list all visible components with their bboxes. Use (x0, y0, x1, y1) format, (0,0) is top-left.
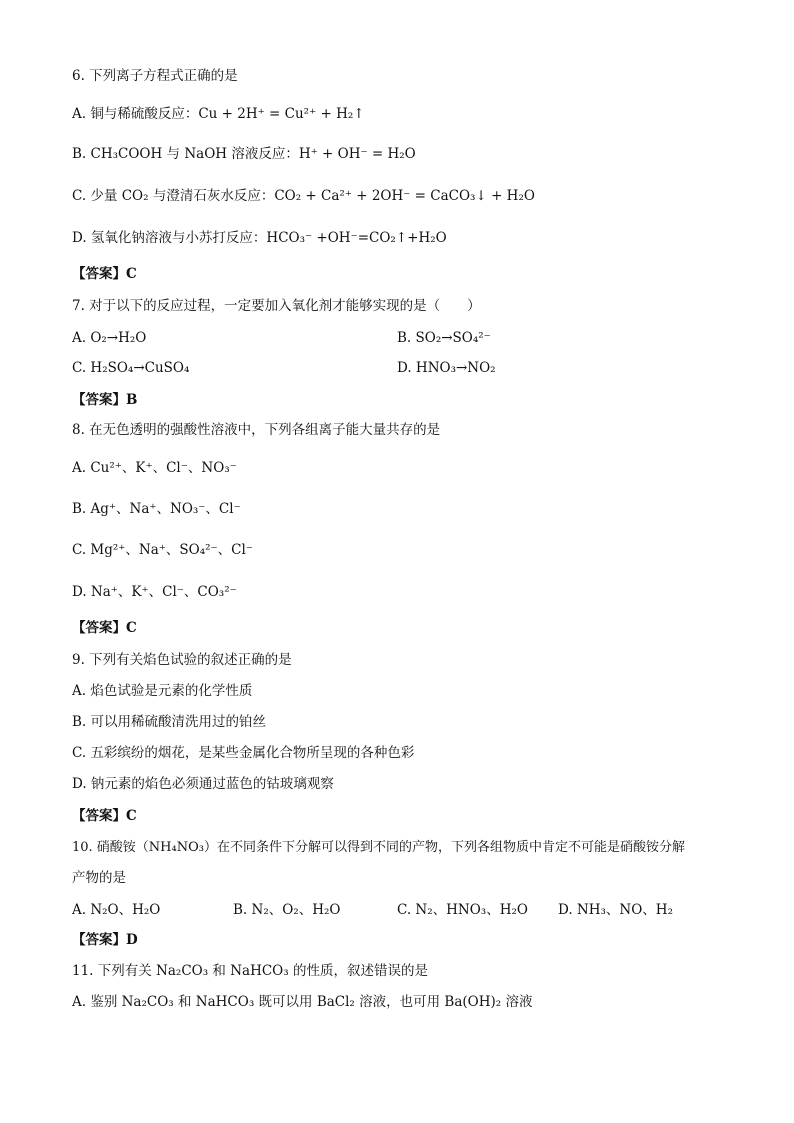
q10-stem-line1: 10. 硝酸铵（NH₄NO₃）在不同条件下分解可以得到不同的产物，下列各组物质中肯定不可能是硝酸铵分解 (72, 840, 685, 855)
q10-answer: 【答案】D (72, 932, 138, 948)
q7-option-a: A. O₂→H₂O (72, 330, 147, 346)
q6-option-b: B. CH₃COOH 与 NaOH 溶液反应：H⁺ + OH⁻ = H₂O (72, 146, 416, 162)
q8-option-c: C. Mg²⁺、Na⁺、SO₄²⁻、Cl⁻ (72, 542, 253, 558)
q8-stem: 8. 在无色透明的强酸性溶液中，下列各组离子能大量共存的是 (72, 422, 441, 438)
q8-answer: 【答案】C (72, 620, 137, 636)
q10-option-a: A. N₂O、H₂O (72, 902, 161, 918)
q10-option-b: B. N₂、O₂、H₂O (233, 902, 341, 918)
q9-option-b: B. 可以用稀硫酸清洗用过的铂丝 (72, 714, 267, 730)
q9-option-d: D. 钠元素的焰色必须通过蓝色的钴玻璃观察 (72, 776, 334, 792)
q7-option-c: C. H₂SO₄→CuSO₄ (72, 360, 190, 376)
q9-option-a: A. 焰色试验是元素的化学性质 (72, 683, 253, 699)
q11-option-a: A. 鉴别 Na₂CO₃ 和 NaHCO₃ 既可以用 BaCl₂ 溶液，也可用 Ba(OH)₂ 溶液 (72, 994, 533, 1010)
q11-stem: 11. 下列有关 Na₂CO₃ 和 NaHCO₃ 的性质，叙述错误的是 (72, 963, 428, 979)
q6-stem: 6. 下列离子方程式正确的是 (72, 68, 238, 84)
q6-answer: 【答案】C (72, 266, 137, 282)
q10-option-c: C. N₂、HNO₃、H₂O (397, 902, 528, 918)
q6-option-d: D. 氢氧化钠溶液与小苏打反应：HCO₃⁻ +OH⁻=CO₂↑+H₂O (72, 230, 447, 246)
q7-option-b: B. SO₂→SO₄²⁻ (397, 330, 491, 346)
q10-stem-line2: 产物的是 (72, 870, 126, 886)
q6-option-a: A. 铜与稀硫酸反应：Cu + 2H⁺ = Cu²⁺ + H₂↑ (72, 106, 365, 122)
q7-stem: 7. 对于以下的反应过程，一定要加入氧化剂才能够实现的是（ ） (72, 298, 481, 314)
q8-option-b: B. Ag⁺、Na⁺、NO₃⁻、Cl⁻ (72, 501, 241, 517)
q6-option-c: C. 少量 CO₂ 与澄清石灰水反应：CO₂ + Ca²⁺ + 2OH⁻ = CaCO₃↓ + H₂O (72, 188, 535, 204)
q9-answer: 【答案】C (72, 808, 137, 824)
q10-option-d: D. NH₃、NO、H₂ (558, 902, 673, 918)
q9-stem: 9. 下列有关焰色试验的叙述正确的是 (72, 652, 292, 668)
q8-option-d: D. Na⁺、K⁺、Cl⁻、CO₃²⁻ (72, 584, 237, 600)
q7-answer: 【答案】B (72, 392, 138, 408)
q7-option-d: D. HNO₃→NO₂ (397, 360, 496, 376)
q9-option-c: C. 五彩缤纷的烟花，是某些金属化合物所呈现的各种色彩 (72, 745, 415, 761)
q8-option-a: A. Cu²⁺、K⁺、Cl⁻、NO₃⁻ (72, 460, 237, 476)
